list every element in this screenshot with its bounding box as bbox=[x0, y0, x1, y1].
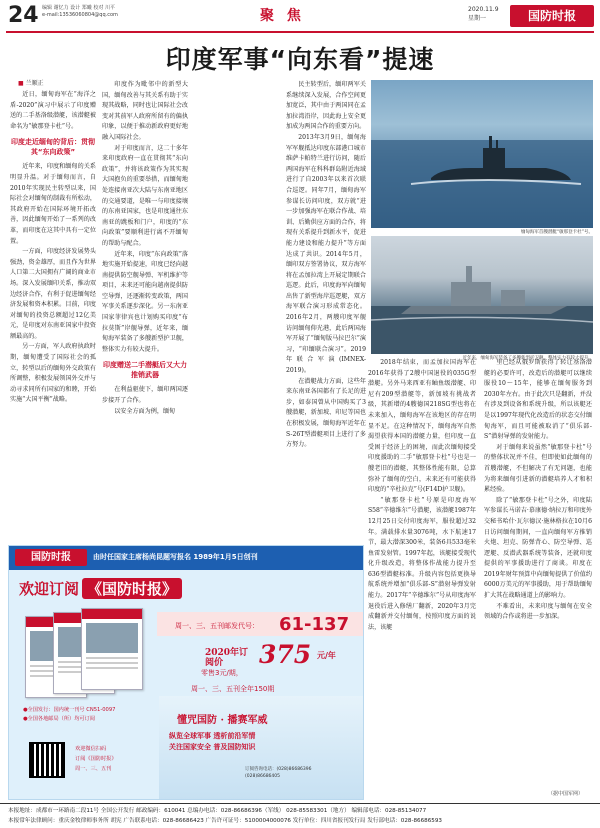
submarine-photo bbox=[371, 80, 593, 228]
article-paragraph: 近年来，印度和缅甸的关系明显升温。对于缅甸而言，自2010年实现民主转型以来，国际社会对缅甸的制裁有所松动，其政府开始在国际环境开拓改善，因此缅甸开始了一系列的改革，而印度在这其中具有一定位置。 bbox=[10, 163, 96, 245]
ad-slogan-line: 关注国家安全 普及国防知识 bbox=[169, 742, 256, 751]
ad-slogan-head: 懂咒国防 · 播赛军威 bbox=[177, 715, 268, 726]
qr-code-icon[interactable] bbox=[29, 742, 65, 778]
article-paragraph: 2018年结束，而孟加拉国海军在2016年获得了2艘中国退役的035G型潜艇。另外马来西亚有鲉鱼级潜艇、印尼有209型潜艇等，新加坡有挑战者级，其新增的4艘德国218SG型也将在未来加入，缅甸海军在该地区的存在明显不足。在这种情况下，缅甸海军自然渴望获得本国的潜艇力量，但印度一直受困于经济上的困境，而此次缅甸接受印度援助的二手“敏那登卡杜”号也是一艘老旧的潜艇，其整体性能有限，总算弥补了缅甸的空白，未来还有可能获得印度的“辛杜拉克”号(F14D护卫舰)。 bbox=[368, 359, 476, 494]
issue-date bbox=[468, 5, 499, 23]
ad-qr-line: 欢迎微信扫码 bbox=[75, 746, 107, 752]
ad-post-days: 周一、三、五刊邮发代号： bbox=[175, 622, 259, 630]
section-title: 聚 焦 bbox=[260, 8, 305, 24]
submarine-illustration bbox=[371, 80, 593, 228]
ad-distribution-info bbox=[23, 706, 115, 724]
article-column-3b bbox=[286, 80, 366, 542]
page-header bbox=[0, 0, 600, 40]
weekday-text: 星期一 bbox=[468, 15, 487, 22]
ad-retail-price: 零售3元/期， bbox=[201, 669, 243, 677]
article-paragraph: 不难看出，未来印度与缅甸在安全领域的合作或将进一步加深。 bbox=[484, 602, 592, 621]
article-paragraph: 对于印度而言，这二十多年来印度政府一直在贯彻其“东向政策”，并将该政策作为其实现大国抱负的重要举措，而缅甸地处连接南亚次大陆与东南亚地区的交通要道，是唯一与印度接壤的东南亚国家，也是印度通往东南亚的跳板和门户，印度的“东向政策”要顺利进行离不开缅甸的帮助与配合。 bbox=[102, 144, 188, 247]
article-paragraph: 以安全方面为例，缅甸 bbox=[114, 407, 176, 415]
photo-caption-1: 缅甸海军首艘潜艇“敏那登卡杜”号。 bbox=[520, 230, 593, 235]
byline-mark: ■ bbox=[18, 80, 24, 87]
editor-email: e-mail:13536060804@qq.com bbox=[42, 12, 118, 18]
article-paragraph: “敏那登卡杜”号原是印度海军S58“辛德维尔”号潜艇，该潜艇1987年12月25日交付印度海军，服役超过32年。满载排水量3076吨，水下航速17节，最大潜深300米，装备6具533毫米鱼雷发射管。1997年起，该艇接受现代化升级改造，将整体作战能力提升至636型潜艇标准。升级内容包括更换导航系统并增加“俱乐部-S”潜射导弹发射能力。2017年“辛德维尔”号从印度海军退役后进入修缮厂翻新，2020年3月完成翻新并交付缅甸，按照印度方面的说法，该艇 bbox=[368, 496, 476, 631]
article-paragraph: 2013年3月9日，缅甸海军军舰抵达印度东部港口城市维萨卡帕特兰进行访问，随后两国海军在科科群岛附近海域进行了自2003年以来首次联合巡逻。同年7月，缅甸海军参谋长访问印度，双方就“进一步加强海军在联合作战、培训、后勤供应方面的合作，将现有关系提升到新水平，促进能力建设和能力提升”等方面达成了共识。2014年5月，缅印双方签署协议，双方海军将在孟加拉湾上开展定期联合巡逻。此后，印度海军向缅甸出售了新型海岸巡逻艇，双方海军联合演习形成常态化。2016年2月，两艘印度军舰访问缅甸仰光港，此后两国海军开展了“缅甸版马拉巴尔”演习，“印缅联合演习”。2019年联合军演(IMNEX-2019)。 bbox=[286, 133, 366, 375]
ad-qr-line: 订阅《国防时报》 bbox=[75, 756, 117, 762]
article-paragraph: 对于缅甸来说虽然“敏那登卡杜”号的整体状况并不佳，但即使如此缅甸的首艘潜艇，不但解决了有无问题，也能为将来缅甸引进新的潜艇培养人才和积累经验。 bbox=[484, 443, 592, 494]
article-column-5 bbox=[484, 358, 592, 788]
ad-qr-line: 周一、三、五刊 bbox=[75, 766, 112, 772]
article-paragraph: 印度作为毗邻中的新型大国，缅甸改善与其关系有助于实现其战略，同时也让国际社会改变对其前军人政府所留有的偏执印象，以便于推动新政府更好地融入国际社会。 bbox=[102, 81, 188, 141]
ad-welcome bbox=[19, 578, 182, 599]
newspaper-stack-image bbox=[25, 608, 145, 700]
article-column-2 bbox=[102, 80, 188, 542]
ad-hotline bbox=[245, 766, 312, 780]
ad-slogan-line: 纵览全球军事 透析前沿军情 bbox=[169, 731, 256, 740]
ad-post-code: 61-137 bbox=[279, 614, 350, 635]
ad-contact-line: ●全国各地邮局（所）均可订阅 bbox=[23, 716, 95, 722]
ad-hotline-line: (028)86686405 bbox=[245, 774, 281, 779]
ad-qr-text bbox=[75, 744, 117, 774]
ad-slogan bbox=[169, 730, 255, 752]
article-column-1 bbox=[10, 90, 96, 542]
ad-hotline-line: 订阅咨询电话：(028)86686396 bbox=[245, 767, 312, 772]
ad-price: 375 bbox=[259, 640, 312, 669]
article-paragraph: 近年来，印度“东向政策”落地实施开始提速，印度已经向越南提供防空舰导弹、军机维护等项目，未来还可能向越南提供防空导弹，还逐渐转变政策，两国军事关系逐步深化。另一东南亚国家菲律宾也计划购买印度“布拉莫斯”岸舰导弹，近年来，缅甸海军装备了多艘新型护卫舰，整体实力有较大提升。 bbox=[102, 250, 188, 353]
article-subhead: 印度走近缅甸的背后：贯彻其“东向政策” bbox=[11, 138, 95, 157]
ad-approval-text: 由时任国家主席杨尚昆题写报名 1989年1月5日创刊 bbox=[93, 553, 258, 561]
article-paragraph: 近日，缅甸海军在“海洋之盾-2020”演习中展示了印度赠送的二手基洛级潜艇，该潜艇被命名为“敏那登卡杜”号。 bbox=[10, 91, 96, 130]
article-subhead: 印度赠送二手潜艇后又大力推销武器 bbox=[103, 361, 187, 380]
ad-issue-days: 周一、三、五刊全年150期 bbox=[191, 685, 275, 693]
article-paragraph: 里已经从俄罗斯获得了转让基洛潜艇的必要许可，改造后的潜艇可以继续服役10～15年，能够在缅甸服务到2030年左右。由于此次只是翻新，并没有涉及到设备和系统升级，所以该艇还是以1997年现代化改造后的状态交付缅甸海军，而且可能被取消了“俱乐部-S”潜射导弹的发射能力。 bbox=[484, 359, 592, 441]
subscription-ad bbox=[8, 545, 364, 800]
photo-caption-2: 近年来，缅甸海军装备了多艘新型护卫舰，整体实力有较大提升。 bbox=[462, 356, 593, 361]
ad-welcome-logo: 《国防时报》 bbox=[82, 578, 182, 599]
article-paragraph: 一方面，印度经济发展势头强劲，资金雄厚，而且作为世界人口第二大国拥有广阔的商业市场。深入发展缅印关系，推动双边经济合作，有利于促进缅甸经济发展和资本积累。目前，印度对缅甸的投资总额超过12亿美元，是印度对东南亚国家中投资额最高的。 bbox=[10, 248, 96, 340]
warship-photo bbox=[371, 236, 593, 354]
newspaper-icon bbox=[81, 608, 143, 690]
ad-logo: 国防时报 bbox=[15, 549, 87, 566]
header-rule bbox=[6, 31, 594, 33]
article-paragraph: 在利益驱使下，缅印两国逐步接开了合作。 bbox=[102, 386, 188, 405]
article-paragraph: 在潜艇战力方面，这些年来东南亚各国都有了长足的进步，如泰国曾从中国购买了3艘潜艇，新加坡、印尼等国也在积极发展，缅甸海军近年在S-26T型潜艇项目上进行了多方努力。 bbox=[286, 377, 366, 449]
article-column-4 bbox=[368, 358, 476, 790]
ad-contact-line: ●全国发行：国内统一刊号 CN51-0097 bbox=[23, 707, 116, 713]
page-footer bbox=[0, 803, 600, 828]
masthead-logo: 国防时报 bbox=[510, 5, 594, 27]
article-paragraph: 民主转型后，缅印两军关系继续深入发展，合作空间更加宽泛，其中由于两国同在孟加拉湾沿岸，因此海上安全更加成为两国合作的重要方向。 bbox=[286, 81, 366, 131]
headline: 印度军事“向东看”提速 bbox=[165, 45, 435, 74]
source-note: （据中国军网） bbox=[548, 791, 584, 797]
ad-welcome-text: 欢迎订阅 bbox=[19, 580, 80, 598]
ad-price-unit: 元/年 bbox=[317, 650, 336, 660]
byline bbox=[18, 78, 44, 87]
date-text: 2020.11.9 bbox=[468, 6, 499, 13]
warship-illustration bbox=[371, 236, 593, 354]
footer-legal: 本报常年法律顾问：重庆金牧律师事务所 胡宪 广告联系电话：028-86686423 广告许可证号：5100004000076 发行单位：四川省报刊发行局 发行部电话：028-86686593 bbox=[8, 818, 442, 824]
article-column-3 bbox=[194, 80, 280, 542]
footer-address: 本报地址：成都市一环路南二段11号 全国公开发行 邮政编码：610041 总编办电话：028-86686396（军线） 028-85583301（地方） 编辑部电话：028-85134077 bbox=[8, 808, 427, 814]
article-paragraph: 除了“敏那登卡杜”号之外，印度陆军参谋长马诺吉·慕康德·纳拉万和印度外交秘书哈什·瓦尔德汉·施林格拉在10月6日访问缅甸期间，一直向缅甸军方推销火炮、坦克、防弹背心、防空导弹、巡逻艇、反潜武器系统等装备，还就印度提供的军事援助进行了商谈。印度在2019年财年预算中向缅甸提供了价值约6000万美元的军事援助，用于帮助缅甸扩大其在战略通道上的影响力。 bbox=[484, 496, 592, 600]
page-number: 24 bbox=[8, 3, 39, 28]
ad-top-bar bbox=[9, 546, 364, 570]
editor-info bbox=[42, 5, 162, 19]
byline-author: 兰顺正 bbox=[25, 80, 44, 87]
editor-names: 编辑 谢忆力 设计 郑曦 校对 川平 bbox=[42, 5, 115, 11]
ad-year-label: 2020年订阅价 bbox=[205, 648, 249, 668]
article-paragraph: 另一方面，军人政府执政时期，缅甸遭受了国际社会的孤立，转型以后的缅甸外交政策有所调整，积极发展领国外交并与动寻求同所有国家的和睦，开始实施“大国平衡”战略。 bbox=[10, 343, 96, 404]
